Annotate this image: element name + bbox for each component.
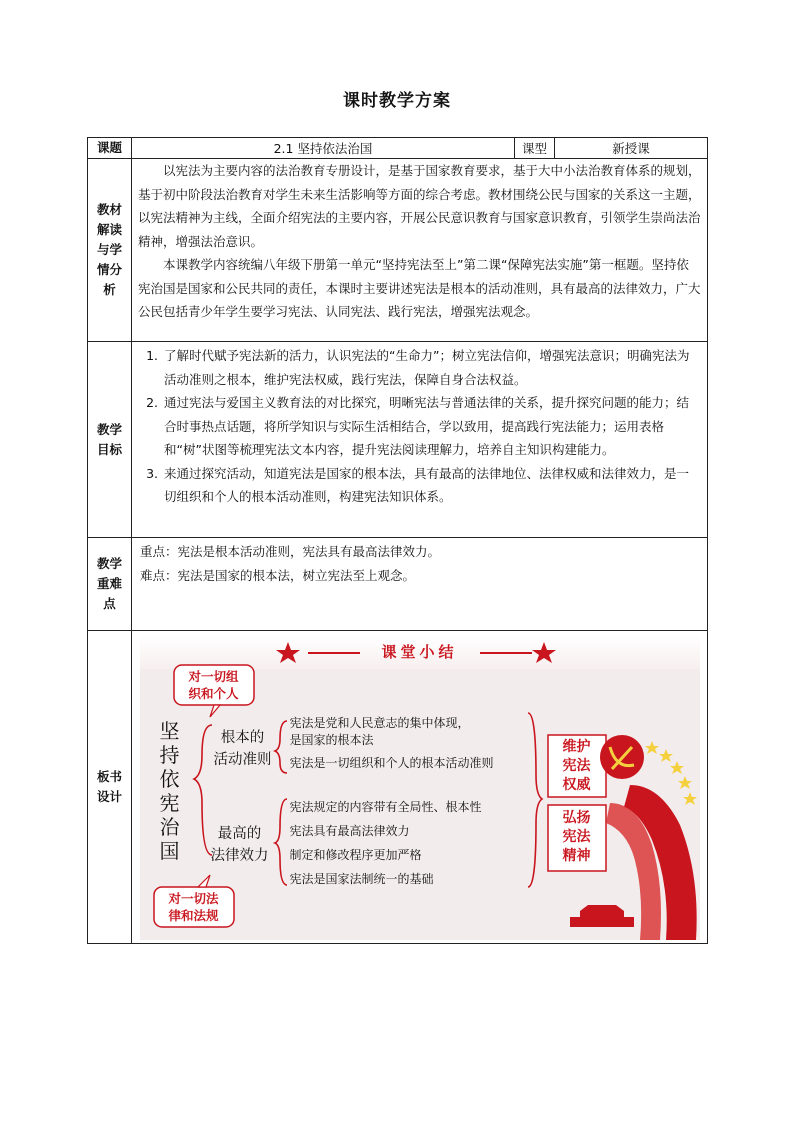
right-box-1-text: 维护 宪法 权威 [562,738,591,793]
branch1-title: 根本的 活动准则 [213,729,272,768]
goal-item: 1. 了解时代赋予宪法新的活力，认识宪法的“生命力”；树立宪法信仰，增强宪法意识；明确宪法为活动准则之根本，维护宪法权威，践行宪法，保障自身合法权益。 [162,344,699,391]
goals-label: 教学 目标 [88,342,132,538]
callout-top-tail [210,705,220,717]
goals-row [88,342,708,538]
goals-list [132,342,707,509]
callout-bottom-text: 对一切法 律和法规 [168,890,219,923]
analysis-content [132,159,708,342]
main-title-vertical: 坚 持 依 宪 治 国 [159,718,180,863]
topic-value: 2.1 坚持依法治国 [132,138,515,159]
star-icon [659,749,673,762]
analysis-row [88,159,708,342]
analysis-paragraph: 以宪法为主要内容的法治教育专册设计，是基于国家教育要求，基于大中小法治教育体系的规划，基于初中阶段法治教育对学生未来生活影响等方面的综合考虑。教材围绕公民与国家的关系这一主题，以宪法精神为主线，全面介绍宪法的主要内容，开展公民意识教育与国家意识教育，引领学生崇尚法治精神，增强法治意识。 [138,163,701,249]
callout-top-text: 对一切组 织和个人 [188,668,239,701]
board-label: 板书 设计 [88,631,132,944]
key-points-row [88,538,708,631]
goals-content [132,342,708,538]
right-box-2-text: 弘扬 宪法 精神 [562,809,591,864]
goal-item: 2. 通过宪法与爱国主义教育法的对比探究，明晰宪法与普通法律的关系，提升探究问题的能力；结合时事热点话题，将所学知识与实际生活相结合，学以致用，提高践行宪法能力；运用表格和“树”状图等梳理宪法文本内容，提升宪法阅读理解力，培养自主知识构建能力。 [162,391,699,462]
key-point: 重点：宪法是根本活动准则，宪法具有最高法律效力。 [140,544,441,559]
type-value: 新授课 [555,138,708,159]
analysis-label: 教材 解读 与学 情分 析 [88,159,132,342]
summary-title: 课堂小结 [381,642,458,661]
topic-label: 课题 [88,138,132,159]
tiananmen-icon [570,905,634,927]
board-content [132,631,708,944]
branch2-items: 宪法规定的内容带有全局性、根本性 宪法具有最高法律效力 制定和修改程序更加严格 宪法是国家法制统一的基础 [289,799,482,886]
document-title: 课时教学方案 [343,91,451,111]
star-icon [670,761,684,774]
key-points-label: 教学 重难 点 [88,538,132,631]
board-row [88,631,708,944]
type-label: 课型 [515,138,555,159]
star-icon [645,741,659,754]
star-icon [276,642,300,663]
key-points-content [132,538,708,631]
star-icon [678,776,692,789]
lesson-plan-table [87,137,708,944]
difficult-point: 难点：宪法是国家的根本法，树立宪法至上观念。 [140,567,416,583]
star-icon [532,642,556,663]
goal-item: 3. 来通过探究活动，知道宪法是国家的根本法，具有最高的法律地位、法律权威和法律效力，是一切组织和个人的根本活动准则，构建宪法知识体系。 [162,462,699,509]
topic-row [88,138,708,159]
analysis-paragraph: 本课教学内容统编八年级下册第一单元“坚持宪法至上”第二课“保障宪法实施”第一框题。坚持依宪治国是国家和公民共同的责任，本课时主要讲述宪法是根本的活动准则，具有最高的法律效力，广大公民包括青少年学生要学习宪法、认同宪法、践行宪法，增强宪法观念。 [138,257,701,319]
branch2-title: 最高的 法律效力 [210,825,269,864]
right-brace [528,713,542,887]
callout-bottom-tail [198,875,210,887]
star-icon [683,792,697,805]
branch1-items: 宪法是党和人民意志的集中体现， 是国家的根本法 宪法是一切组织和个人的根本活动准则 [289,715,494,770]
board-summary-image [140,635,700,940]
